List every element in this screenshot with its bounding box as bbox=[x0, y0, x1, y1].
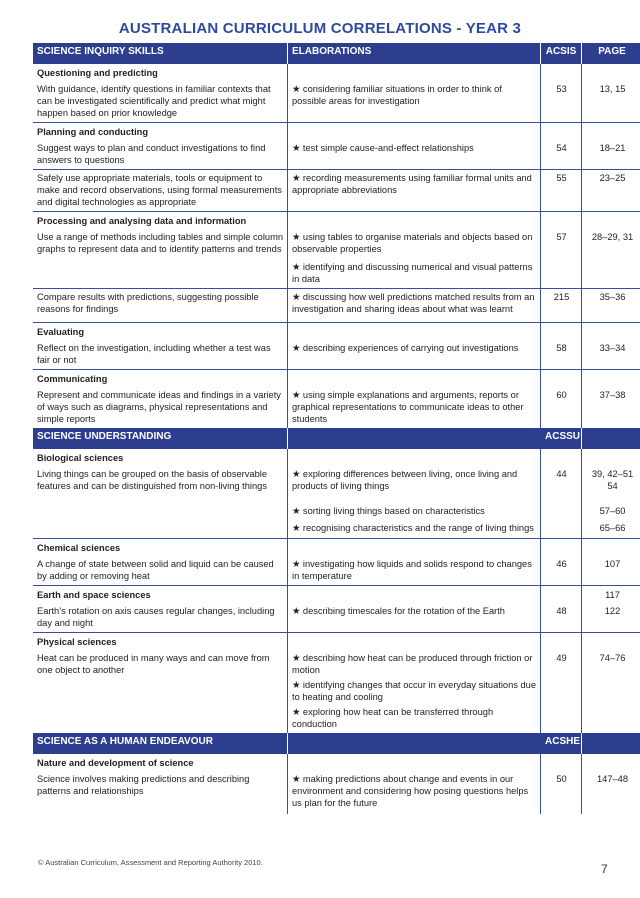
elaboration: ★ identifying changes that occur in everyday situations due to heating and cooling bbox=[292, 679, 537, 703]
header-col4: PAGE bbox=[582, 43, 640, 64]
code: 46 bbox=[541, 556, 582, 586]
section-header-understanding bbox=[33, 428, 640, 449]
page-ref: 107 bbox=[582, 556, 640, 586]
table-row bbox=[33, 771, 640, 814]
elaboration: ★ test simple cause-and-effect relationships bbox=[292, 143, 474, 153]
code: 48 bbox=[541, 603, 582, 633]
description: Earth’s rotation on axis causes regular changes, including day and night bbox=[33, 603, 288, 633]
elaboration: ★ describing experiences of carrying out investigations bbox=[292, 343, 518, 353]
subheading-row bbox=[33, 586, 640, 604]
header-col1: SCIENCE AS A HUMAN ENDEAVOUR bbox=[33, 733, 288, 754]
description: A change of state between solid and liquid can be caused by adding or removing heat bbox=[33, 556, 288, 586]
subheading-row bbox=[33, 633, 640, 651]
page-ref: 13, 15 bbox=[582, 81, 640, 123]
subheading: Physical sciences bbox=[33, 633, 288, 651]
subheading: Questioning and predicting bbox=[33, 64, 288, 81]
subheading-row bbox=[33, 212, 640, 230]
header-col3: ACSIS bbox=[541, 43, 582, 64]
copyright-footer: © Australian Curriculum, Assessment and Reporting Authority 2010. bbox=[38, 858, 263, 867]
header-col1: SCIENCE UNDERSTANDING bbox=[33, 428, 288, 449]
page-ref: 117 bbox=[605, 590, 620, 600]
code: 58 bbox=[541, 340, 582, 370]
elaboration: ★ using tables to organise materials and objects based on observable properties bbox=[292, 231, 537, 255]
elaboration: ★ making predictions about change and events in our environment and considering how posing questions helps us plan for the future bbox=[292, 774, 528, 808]
code: 60 bbox=[541, 387, 582, 428]
elaboration: ★ investigating how liquids and solids respond to changes in temperature bbox=[292, 559, 532, 581]
subheading-row bbox=[33, 64, 640, 81]
description: Use a range of methods including tables and simple column graphs to represent data and to identify patterns and trends bbox=[33, 229, 288, 289]
table-row bbox=[33, 340, 640, 370]
elaboration: ★ considering familiar situations in order to think of possible areas for investigation bbox=[292, 84, 502, 106]
page-ref: 147–48 bbox=[596, 774, 629, 784]
description: Living things can be grouped on the basis of observable features and can be distinguished from non-living things bbox=[33, 466, 288, 495]
elaboration: ★ recording measurements using familiar formal units and appropriate abbreviations bbox=[292, 173, 532, 195]
table-row bbox=[33, 556, 640, 586]
page-ref: 54 bbox=[607, 481, 618, 491]
page-number: 7 bbox=[601, 862, 608, 876]
elaboration: ★ recognising characteristics and the range of living things bbox=[292, 523, 534, 533]
code: 49 bbox=[541, 650, 582, 733]
table-row bbox=[33, 170, 640, 212]
page-ref: 57–60 bbox=[599, 506, 626, 516]
subheading: Evaluating bbox=[33, 323, 288, 341]
description: Safely use appropriate materials, tools or equipment to make and record observations, using formal measurements and digital technologies as appropriate bbox=[33, 170, 288, 212]
subheading-row bbox=[33, 539, 640, 557]
elaboration: ★ describing timescales for the rotation of the Earth bbox=[292, 606, 505, 616]
subheading-row bbox=[33, 370, 640, 388]
table-row bbox=[33, 387, 640, 428]
subheading: Earth and space sciences bbox=[33, 586, 288, 604]
elaboration: ★ using simple explanations and arguments, reports or graphical representations to communicate ideas to other students bbox=[292, 390, 524, 424]
header-col1: SCIENCE INQUIRY SKILLS bbox=[33, 43, 288, 64]
table-row bbox=[33, 289, 640, 319]
code: 54 bbox=[541, 140, 582, 170]
description: Reflect on the investigation, including whether a test was fair or not bbox=[33, 340, 288, 370]
page-ref: 74–76 bbox=[599, 653, 626, 663]
subheading-row bbox=[33, 449, 640, 466]
page-title: AUSTRALIAN CURRICULUM CORRELATIONS - YEAR 3 bbox=[118, 20, 522, 37]
page-ref: 33–34 bbox=[582, 340, 640, 370]
table-row bbox=[33, 140, 640, 170]
elaboration: ★ exploring differences between living, once living and products of living things bbox=[292, 469, 517, 491]
table-row bbox=[33, 650, 640, 733]
header-col3: ACSSU bbox=[541, 428, 582, 449]
header-col2: ELABORATIONS bbox=[288, 43, 541, 64]
subheading-row bbox=[33, 123, 640, 141]
description: Science involves making predictions and describing patterns and relationships bbox=[33, 771, 288, 814]
subheading: Processing and analysing data and information bbox=[33, 212, 288, 230]
table-row bbox=[33, 229, 640, 289]
elaboration: ★ discussing how well predictions matched results from an investigation and sharing ideas about what was learnt bbox=[292, 292, 534, 314]
section-header-endeavour bbox=[33, 733, 640, 754]
table-row bbox=[33, 603, 640, 633]
subheading: Planning and conducting bbox=[33, 123, 288, 141]
elaboration: ★ sorting living things based on characteristics bbox=[292, 506, 485, 516]
page-ref: 35–36 bbox=[599, 292, 626, 302]
subheading: Nature and development of science bbox=[33, 754, 288, 771]
description: Represent and communicate ideas and findings in a variety of ways such as diagrams, physical representations and simple reports bbox=[33, 387, 288, 428]
description: Compare results with predictions, suggesting possible reasons for findings bbox=[33, 289, 288, 319]
subheading-row bbox=[33, 754, 640, 771]
page-ref: 18–21 bbox=[582, 140, 640, 170]
description: Suggest ways to plan and conduct investigations to find answers to questions bbox=[33, 140, 288, 170]
elaboration: ★ describing how heat can be produced through friction or motion bbox=[292, 652, 537, 676]
code: 55 bbox=[541, 170, 582, 212]
elaboration: ★ exploring how heat can be transferred through conduction bbox=[292, 706, 537, 730]
page-ref: 39, 42–51 bbox=[591, 469, 634, 479]
page-ref: 65–66 bbox=[582, 520, 640, 539]
section-header-inquiry bbox=[33, 43, 640, 64]
table-row bbox=[33, 81, 640, 123]
page-ref: 28–29, 31 bbox=[582, 229, 640, 289]
table-row bbox=[33, 520, 640, 539]
curriculum-table bbox=[33, 43, 640, 814]
subheading: Chemical sciences bbox=[33, 539, 288, 557]
subheading: Biological sciences bbox=[33, 449, 288, 466]
description: Heat can be produced in many ways and can move from one object to another bbox=[33, 650, 288, 733]
page-ref: 122 bbox=[582, 603, 640, 633]
page-ref: 37–38 bbox=[599, 390, 626, 400]
code: 50 bbox=[541, 771, 582, 814]
code: 44 bbox=[541, 466, 582, 495]
code: 53 bbox=[541, 81, 582, 123]
description: With guidance, identify questions in familiar contexts that can be investigated scientifically and predict what might happen based on prior knowledge bbox=[33, 81, 288, 123]
subheading-row bbox=[33, 323, 640, 341]
page-ref: 23–25 bbox=[582, 170, 640, 212]
elaboration: ★ identifying and discussing numerical and visual patterns in data bbox=[292, 261, 537, 285]
table-row bbox=[33, 466, 640, 495]
code: 57 bbox=[541, 229, 582, 289]
code: 215 bbox=[541, 289, 582, 319]
header-col3: ACSHE bbox=[541, 733, 582, 754]
table-row bbox=[33, 495, 640, 520]
subheading: Communicating bbox=[33, 370, 288, 388]
